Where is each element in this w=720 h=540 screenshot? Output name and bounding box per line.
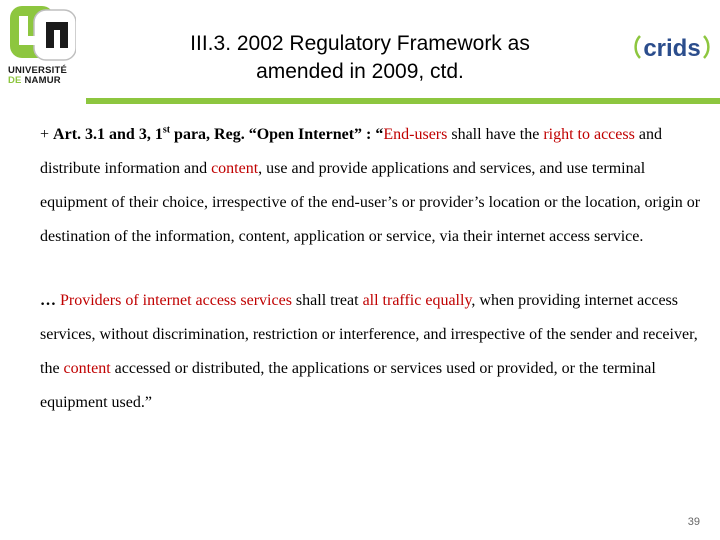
page-number: 39 [687, 516, 700, 528]
paragraph1-text-2: and distribute information and [40, 126, 662, 177]
slide-title [140, 30, 580, 86]
bullet-prefix: + [40, 126, 54, 143]
article-reference [53, 126, 383, 143]
university-name-line1: UNIVERSITÉ [8, 65, 68, 76]
ellipsis: … [40, 292, 60, 309]
paragraph2-text-1: shall treat [291, 292, 363, 309]
slide-title-line1: III.3. 2002 Regulatory Framework as [190, 32, 530, 55]
highlight-right-to-access: right to access [543, 126, 635, 143]
highlight-content: content [211, 160, 259, 177]
header-divider [86, 98, 720, 104]
paragraph1-text-1: shall have the [447, 126, 544, 143]
highlight-content-2: content [63, 360, 111, 377]
university-name-namur: NAMUR [24, 75, 61, 86]
paragraph1-text-3: , use and provide applications and services, and use terminal equipment of their choice, irrespective of the end-user’s or provider’s location or the location, origin or destination of the information, content, application or service, via their internet access service. [40, 160, 701, 245]
crids-logo [634, 28, 710, 68]
highlight-end-users: End-users [383, 126, 448, 143]
slide-body [40, 118, 702, 420]
article-reference-text: Art. 3.1 and 3, 1 [53, 126, 163, 143]
highlight-providers: Providers of internet access services [60, 292, 292, 309]
article-reference-rest: para, Reg. “Open Internet” : “ [170, 126, 384, 143]
paragraph2-text-2: , when providing internet access services, without discrimination, restriction or interference, and irrespective of the sender and receiver, the [40, 292, 698, 377]
slide-title-line2: amended in 2009, ctd. [256, 60, 464, 83]
paragraph-providers [40, 284, 702, 420]
unamur-logo-icon [10, 6, 76, 62]
paragraph2-text-3: accessed or distributed, the applications or services used or provided, or the terminal equipment used.” [40, 360, 656, 411]
article-reference-superscript: st [162, 124, 171, 136]
paragraph-article [40, 118, 702, 254]
highlight-all-traffic-equally: all traffic equally [362, 292, 472, 309]
crids-logo-text: crids [643, 35, 701, 62]
crids-logo-icon [634, 28, 710, 68]
university-name-de: DE [8, 75, 22, 86]
university-logo [8, 6, 80, 88]
university-name-line2 [8, 76, 67, 86]
university-name [8, 66, 67, 86]
